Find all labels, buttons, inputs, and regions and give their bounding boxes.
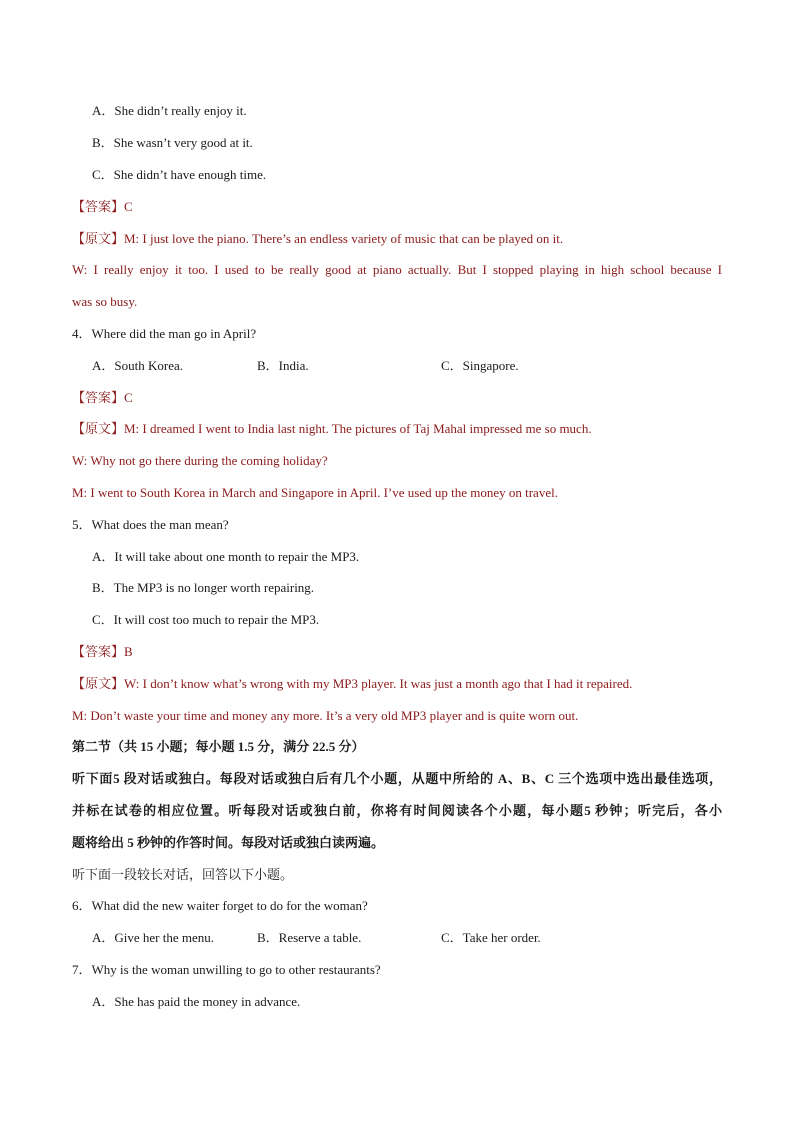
q5-option-b: B．The MP3 is no longer worth repairing.	[92, 580, 315, 595]
q6-option-b: B．Reserve a table.	[257, 930, 362, 945]
q4-option-c: C．Singapore.	[441, 358, 519, 373]
q4-option-b: B．India.	[257, 358, 309, 373]
section-2-instruction-line-3: 题将给出 5 秒钟的作答时间。每段对话或独白读两遍。	[72, 835, 385, 850]
q3-script-line-1: 【原文】M: I just love the piano. There’s an endless variety of music that can be played on it.	[72, 231, 564, 246]
q3-script-line-2: W: I really enjoy it too. I used to be really good at piano actually. But I stopped playing in high school because I	[72, 262, 722, 277]
q5-option-a: A．It will take about one month to repair the MP3.	[92, 549, 360, 564]
q3-answer: 【答案】C	[72, 199, 133, 214]
q5-script-line-2: M: Don’t waste your time and money any more. It’s a very old MP3 player and is quite worn out.	[72, 708, 579, 723]
q4-answer: 【答案】C	[72, 390, 133, 405]
q4-script-line-3: M: I went to South Korea in March and Singapore in April. I’ve used up the money on travel.	[72, 485, 558, 500]
section-2-instruction-line-1: 听下面5 段对话或独白。每段对话或独白后有几个小题，从题中所给的 A、B、C 三个选项中选出最佳选项，	[72, 771, 722, 786]
q6-option-c: C．Take her order.	[441, 930, 541, 945]
q3-option-c: C．She didn’t have enough time.	[92, 167, 267, 182]
q6-question: 6．What did the new waiter forget to do for the woman?	[72, 898, 368, 913]
section-2-instruction-line-2: 并标在试卷的相应位置。听每段对话或独白前，你将有时间阅读各个小题，每小题5 秒钟；听完后，各小	[72, 803, 722, 818]
q3-option-b: B．She wasn’t very good at it.	[92, 135, 253, 150]
q4-script-line-2: W: Why not go there during the coming holiday?	[72, 453, 328, 468]
q6-option-a: A．Give her the menu.	[92, 930, 215, 945]
q5-script-line-1: 【原文】W: I don’t know what’s wrong with my MP3 player. It was just a month ago that I had it repaired.	[72, 676, 633, 691]
q4-question: 4．Where did the man go in April?	[72, 326, 257, 341]
q4-option-a: A．South Korea.	[92, 358, 183, 373]
q5-question: 5．What does the man mean?	[72, 517, 229, 532]
q5-answer: 【答案】B	[72, 644, 133, 659]
q5-option-c: C．It will cost too much to repair the MP3.	[92, 612, 320, 627]
dialog-intro: 听下面一段较长对话，回答以下小题。	[72, 867, 294, 882]
section-2-title: 第二节（共 15 小题；每小题 1.5 分，满分 22.5 分）	[72, 739, 365, 754]
q7-question: 7．Why is the woman unwilling to go to other restaurants?	[72, 962, 381, 977]
q7-option-a: A．She has paid the money in advance.	[92, 994, 301, 1009]
q3-script-line-3: was so busy.	[72, 294, 138, 309]
q4-script-line-1: 【原文】M: I dreamed I went to India last night. The pictures of Taj Mahal impressed me so much.	[72, 421, 592, 436]
q3-option-a: A．She didn’t really enjoy it.	[92, 103, 247, 118]
